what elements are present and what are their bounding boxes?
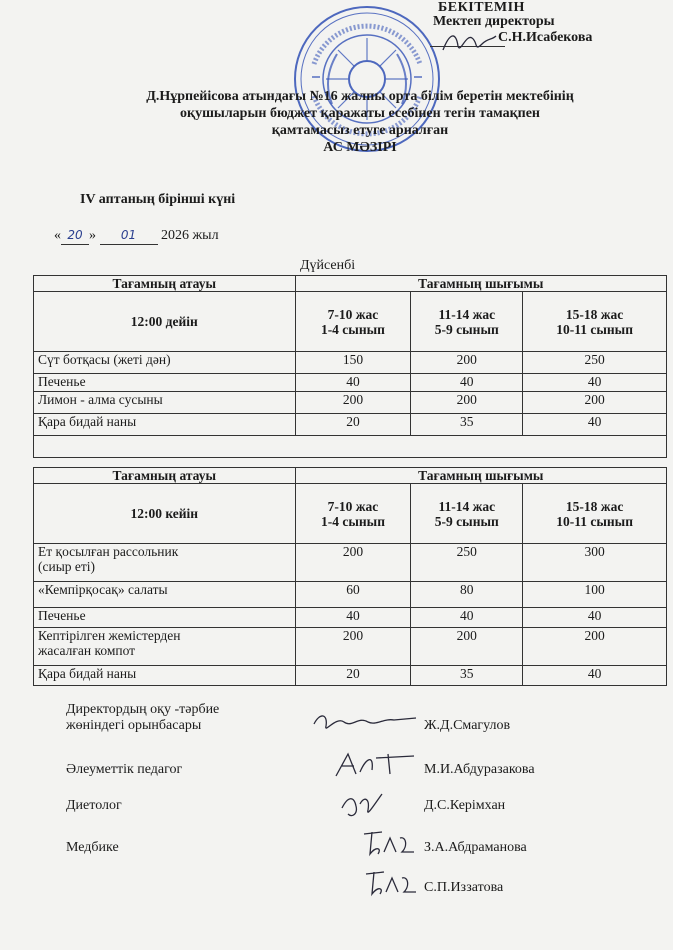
portion: 200: [411, 392, 523, 414]
menu-table-before-noon: [33, 275, 667, 458]
group-header: [523, 292, 667, 352]
dish-name: [34, 628, 296, 666]
group-grade: 10-11 сынып: [556, 513, 633, 529]
signature-role-line: Директордың оқу -тәрбие: [66, 702, 220, 717]
date-close-quote: »: [89, 228, 96, 243]
heading-line-3: қамтамасыз етуге арналған: [271, 123, 449, 138]
signature-scribble: [334, 788, 394, 822]
group-grade: 5-9 сынып: [434, 513, 499, 529]
heading-line-1: Д.Нұрпейісова атындағы №16 жалпы орта білім беретін мектебінің: [146, 89, 574, 104]
portion: 35: [411, 666, 523, 686]
table-spacer: [34, 436, 667, 458]
table-row: [34, 666, 667, 686]
week-label: IV аптаның бірінші күні: [80, 192, 236, 207]
meal-time: 12:00 кейін: [34, 484, 296, 544]
signature-name: Д.С.Керімхан: [424, 798, 506, 813]
portion: 200: [411, 352, 523, 374]
signature-scribble: [310, 706, 420, 736]
dish-name: [34, 544, 296, 582]
signature-name: М.И.Абдуразакова: [424, 762, 535, 777]
signature-scribble: [360, 826, 418, 860]
portion: 40: [411, 608, 523, 628]
approval-role: Мектеп директоры: [433, 14, 555, 29]
portion: 40: [411, 374, 523, 392]
portion: 40: [523, 414, 667, 436]
dish-name: Қара бидай наны: [34, 666, 296, 686]
portion: 250: [523, 352, 667, 374]
dish-name-line: Ет қосылған рассольник: [38, 544, 179, 559]
portion: 200: [295, 392, 411, 414]
group-grade: 1-4 сынып: [320, 513, 385, 529]
table-row: [34, 392, 667, 414]
portion: 80: [411, 582, 523, 608]
group-header: [523, 484, 667, 544]
portion: 35: [411, 414, 523, 436]
dish-name: Печенье: [34, 608, 296, 628]
group-header: [411, 292, 523, 352]
group-age: 11-14 жас: [438, 498, 496, 514]
portion: 40: [523, 608, 667, 628]
menu-table-after-noon: [33, 467, 667, 686]
heading-line-2: оқушыларын бюджет қаражаты есебінен тегін тамақпен: [180, 106, 540, 121]
signature-name: Ж.Д.Смагулов: [424, 718, 511, 733]
dish-name: Сүт ботқасы (жеті дән): [34, 352, 296, 374]
table-row: [34, 608, 667, 628]
dish-name-line: (сиыр еті): [38, 559, 96, 574]
group-header: [295, 292, 411, 352]
date-open-quote: «: [54, 228, 61, 243]
portion: 300: [523, 544, 667, 582]
portion: 20: [295, 414, 411, 436]
group-grade: 5-9 сынып: [434, 321, 499, 337]
group-age: 7-10 жас: [327, 498, 379, 514]
group-age: 11-14 жас: [438, 306, 496, 322]
table-row: [34, 352, 667, 374]
date-month: 01: [120, 228, 137, 242]
signature-scribble: [362, 866, 420, 900]
approval-name: С.Н.Исабекова: [498, 30, 593, 45]
portion: 60: [295, 582, 411, 608]
col-header-output: Тағамның шығымы: [295, 276, 666, 292]
table-row: [34, 374, 667, 392]
director-signature: [438, 28, 498, 56]
table-row: [34, 582, 667, 608]
date-line: [54, 228, 219, 245]
group-age: 7-10 жас: [327, 306, 379, 322]
date-year: 2026 жыл: [161, 228, 219, 243]
portion: 150: [295, 352, 411, 374]
portion: 250: [411, 544, 523, 582]
day-name: Дүйсенбі: [300, 258, 356, 273]
portion: 40: [523, 374, 667, 392]
signature-name: С.П.Иззатова: [424, 880, 504, 895]
portion: 40: [295, 374, 411, 392]
table-row: [34, 544, 667, 582]
meal-time: 12:00 дейін: [34, 292, 296, 352]
group-grade: 1-4 сынып: [320, 321, 385, 337]
group-header: [295, 484, 411, 544]
portion: 200: [411, 628, 523, 666]
signature-role: Әлеуметтік педагог: [66, 762, 183, 777]
col-header-output: Тағамның шығымы: [295, 468, 666, 484]
portion: 40: [523, 666, 667, 686]
col-header-name: Тағамның атауы: [34, 276, 296, 292]
portion: 200: [523, 628, 667, 666]
signature-role-line: жөніндегі орынбасары: [66, 718, 202, 733]
portion: 200: [295, 544, 411, 582]
signature-role: Диетолог: [66, 798, 122, 813]
portion: 100: [523, 582, 667, 608]
table-row: [34, 414, 667, 436]
signature-role: [66, 702, 219, 734]
signature-name: З.А.Абдраманова: [424, 840, 527, 855]
group-header: [411, 484, 523, 544]
dish-name: Печенье: [34, 374, 296, 392]
dish-name-line: Кептірілген жемістерден: [38, 628, 181, 643]
table-row: [34, 628, 667, 666]
group-age: 15-18 жас: [565, 306, 624, 322]
dish-name: «Кемпірқосақ» салаты: [34, 582, 296, 608]
dish-name: Қара бидай наны: [34, 414, 296, 436]
signature-scribble: [330, 748, 420, 780]
portion: 200: [295, 628, 411, 666]
portion: 200: [523, 392, 667, 414]
date-day: 20: [67, 228, 83, 242]
heading-line-4: АС МӘЗІРІ: [323, 140, 397, 155]
signature-role: Медбике: [66, 840, 119, 855]
portion: 20: [295, 666, 411, 686]
group-age: 15-18 жас: [565, 498, 624, 514]
dish-name: Лимон - алма сусыны: [34, 392, 296, 414]
group-grade: 10-11 сынып: [556, 321, 633, 337]
document-heading: [100, 88, 620, 156]
approval-title: БЕКІТЕМІН: [438, 0, 525, 15]
col-header-name: Тағамның атауы: [34, 468, 296, 484]
portion: 40: [295, 608, 411, 628]
dish-name-line: жасалған компот: [38, 643, 136, 658]
